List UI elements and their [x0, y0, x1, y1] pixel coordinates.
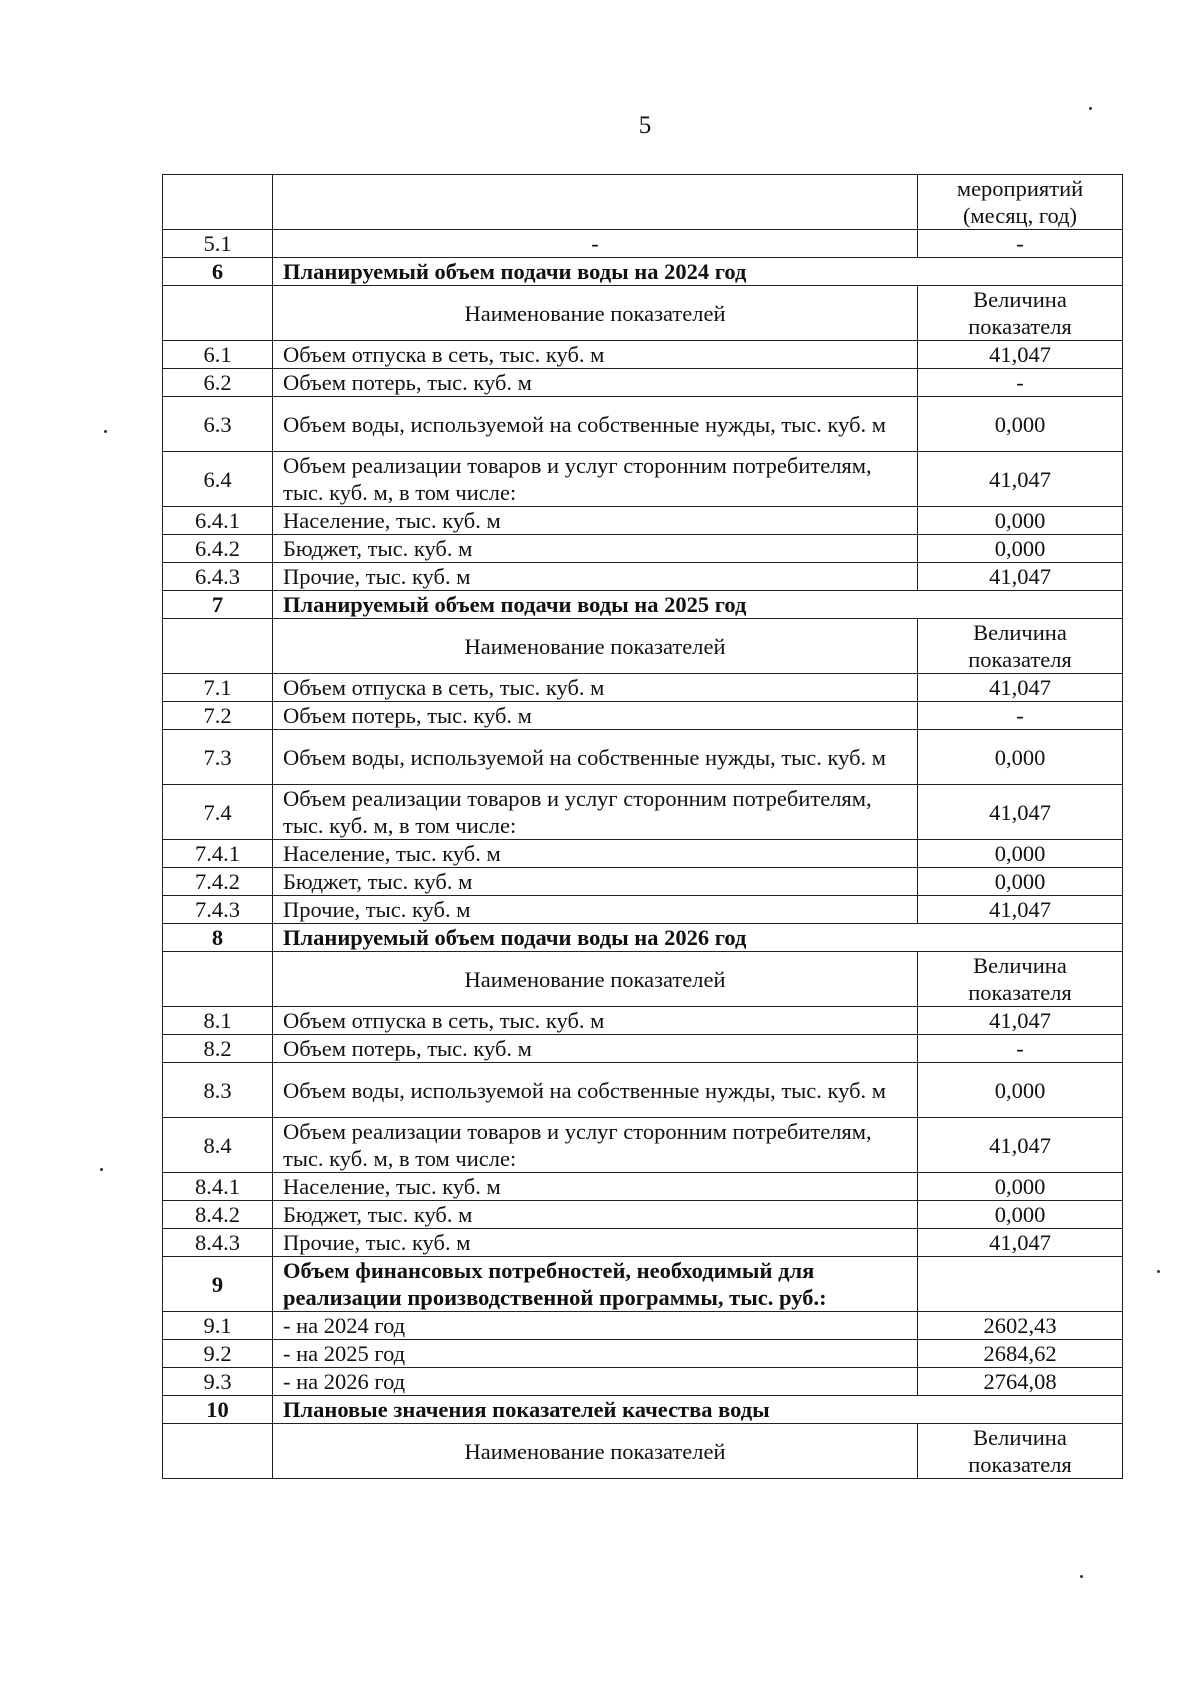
row-number: 9.1 — [163, 1312, 273, 1340]
row-name: - на 2025 год — [273, 1340, 918, 1368]
row-name: Бюджет, тыс. куб. м — [273, 868, 918, 896]
section-number: 8 — [163, 924, 273, 952]
name-header: Наименование показателей — [273, 952, 918, 1007]
table-row — [163, 1035, 1123, 1063]
table-row — [163, 1368, 1123, 1396]
row-value: 2684,62 — [918, 1340, 1123, 1368]
row-number: 6.1 — [163, 341, 273, 369]
table-row — [163, 397, 1123, 452]
scan-speck — [1080, 1575, 1083, 1578]
row-name: Объем воды, используемой на собственные нужды, тыс. куб. м — [273, 730, 918, 785]
row-number: 9.3 — [163, 1368, 273, 1396]
section-title: Планируемый объем подачи воды на 2025 год — [273, 591, 1123, 619]
table-row — [163, 1312, 1123, 1340]
section-title-row — [163, 258, 1123, 286]
num-cell — [163, 952, 273, 1007]
row-number: 6.2 — [163, 369, 273, 397]
section-number: 6 — [163, 258, 273, 286]
row-name: Бюджет, тыс. куб. м — [273, 1201, 918, 1229]
row-name: Объем отпуска в сеть, тыс. куб. м — [273, 1007, 918, 1035]
row-name: Объем воды, используемой на собственные нужды, тыс. куб. м — [273, 397, 918, 452]
section-number: 9 — [163, 1257, 273, 1312]
row-value: 41,047 — [918, 674, 1123, 702]
table-row — [163, 1063, 1123, 1118]
row-number: 8.4.3 — [163, 1229, 273, 1257]
row-number: 8.2 — [163, 1035, 273, 1063]
table-row — [163, 507, 1123, 535]
row-name: Объем реализации товаров и услуг сторонним потребителям, тыс. куб. м, в том числе: — [273, 785, 918, 840]
name-header: Наименование показателей — [273, 286, 918, 341]
table-row — [163, 230, 1123, 258]
page-number: 5 — [638, 112, 652, 139]
row-number: 7.3 — [163, 730, 273, 785]
section-title: Объем финансовых потребностей, необходимый для реализации производственной программы, тыс. руб.: — [273, 1257, 918, 1312]
row-value: 0,000 — [918, 1201, 1123, 1229]
table-row — [163, 535, 1123, 563]
table-row — [163, 1340, 1123, 1368]
value-header: Величина показателя — [918, 619, 1123, 674]
value-header: Величина показателя — [918, 1424, 1123, 1479]
row-number: 7.4.2 — [163, 868, 273, 896]
row-name: Объем реализации товаров и услуг сторонним потребителям, тыс. куб. м, в том числе: — [273, 1118, 918, 1173]
row-name: Объем отпуска в сеть, тыс. куб. м — [273, 341, 918, 369]
row-number: 8.4.1 — [163, 1173, 273, 1201]
table-row — [163, 702, 1123, 730]
row-number: 7.1 — [163, 674, 273, 702]
column-header-row — [163, 1424, 1123, 1479]
row-value: 0,000 — [918, 1173, 1123, 1201]
row-value: 41,047 — [918, 563, 1123, 591]
row-value: 2764,08 — [918, 1368, 1123, 1396]
name-header: Наименование показателей — [273, 1424, 918, 1479]
row-name: Население, тыс. куб. м — [273, 1173, 918, 1201]
table-row — [163, 674, 1123, 702]
row-name: - на 2024 год — [273, 1312, 918, 1340]
row-number: 6.4 — [163, 452, 273, 507]
row-value: 41,047 — [918, 341, 1123, 369]
section-title: Плановые значения показателей качества воды — [273, 1396, 1123, 1424]
section-number: 10 — [163, 1396, 273, 1424]
row-name: Прочие, тыс. куб. м — [273, 896, 918, 924]
value-header: Величина показателя — [918, 952, 1123, 1007]
row-number: 8.1 — [163, 1007, 273, 1035]
section-title: Планируемый объем подачи воды на 2024 год — [273, 258, 1123, 286]
row-number: 6.4.1 — [163, 507, 273, 535]
row-number: 7.4.3 — [163, 896, 273, 924]
row-number: 7.4.1 — [163, 840, 273, 868]
table-row — [163, 896, 1123, 924]
row-name: Население, тыс. куб. м — [273, 507, 918, 535]
row-value: 41,047 — [918, 1118, 1123, 1173]
value-cell — [918, 1257, 1123, 1312]
table-row — [163, 1007, 1123, 1035]
row-value: 0,000 — [918, 1063, 1123, 1118]
name-cell — [273, 175, 918, 230]
row-value: 0,000 — [918, 535, 1123, 563]
table-row — [163, 1229, 1123, 1257]
row-name: Объем воды, используемой на собственные нужды, тыс. куб. м — [273, 1063, 918, 1118]
value-header: Величина показателя — [918, 286, 1123, 341]
row-value: 0,000 — [918, 840, 1123, 868]
row-name: Объем потерь, тыс. куб. м — [273, 1035, 918, 1063]
row-value: - — [918, 369, 1123, 397]
continuation-header-row — [163, 175, 1123, 230]
column-header-row — [163, 286, 1123, 341]
section-title: Планируемый объем подачи воды на 2026 год — [273, 924, 1123, 952]
row-name: Объем реализации товаров и услуг сторонним потребителям, тыс. куб. м, в том числе: — [273, 452, 918, 507]
section-title-row — [163, 924, 1123, 952]
row-value: - — [918, 702, 1123, 730]
scan-speck — [1157, 1270, 1160, 1273]
row-value: 0,000 — [918, 730, 1123, 785]
scan-speck — [104, 430, 107, 433]
row-value: - — [918, 1035, 1123, 1063]
table-row — [163, 1201, 1123, 1229]
row-name: Объем потерь, тыс. куб. м — [273, 369, 918, 397]
row-number: 9.2 — [163, 1340, 273, 1368]
production-program-table — [162, 174, 1123, 1479]
row-name: Объем отпуска в сеть, тыс. куб. м — [273, 674, 918, 702]
num-cell — [163, 1424, 273, 1479]
row-number: 8.4.2 — [163, 1201, 273, 1229]
row-value: 41,047 — [918, 1229, 1123, 1257]
num-cell — [163, 286, 273, 341]
row-name: Население, тыс. куб. м — [273, 840, 918, 868]
row-value: 2602,43 — [918, 1312, 1123, 1340]
row-name: Прочие, тыс. куб. м — [273, 1229, 918, 1257]
row-number: 7.2 — [163, 702, 273, 730]
section-title-row — [163, 1257, 1123, 1312]
table-row — [163, 563, 1123, 591]
row-name: Прочие, тыс. куб. м — [273, 563, 918, 591]
name-header: Наименование показателей — [273, 619, 918, 674]
scan-speck — [100, 1168, 103, 1171]
row-value: 0,000 — [918, 397, 1123, 452]
row-number: 6.4.2 — [163, 535, 273, 563]
num-cell — [163, 175, 273, 230]
table-row — [163, 785, 1123, 840]
row-name: Объем потерь, тыс. куб. м — [273, 702, 918, 730]
table-row — [163, 369, 1123, 397]
row-value: 0,000 — [918, 507, 1123, 535]
row-value: 0,000 — [918, 868, 1123, 896]
row-number: 7.4 — [163, 785, 273, 840]
row-value: 41,047 — [918, 896, 1123, 924]
table-row — [163, 341, 1123, 369]
row-value: 41,047 — [918, 452, 1123, 507]
table-row — [163, 868, 1123, 896]
table-row — [163, 452, 1123, 507]
table-row — [163, 1173, 1123, 1201]
row-name: - — [273, 230, 918, 258]
num-cell — [163, 619, 273, 674]
section-title-row — [163, 1396, 1123, 1424]
value-header-cell: мероприятий (месяц, год) — [918, 175, 1123, 230]
row-name: Бюджет, тыс. куб. м — [273, 535, 918, 563]
section-number: 7 — [163, 591, 273, 619]
column-header-row — [163, 952, 1123, 1007]
table-row — [163, 840, 1123, 868]
scan-speck — [1089, 107, 1092, 110]
row-name: - на 2026 год — [273, 1368, 918, 1396]
section-title-row — [163, 591, 1123, 619]
row-value: - — [918, 230, 1123, 258]
row-number: 5.1 — [163, 230, 273, 258]
column-header-row — [163, 619, 1123, 674]
row-value: 41,047 — [918, 1007, 1123, 1035]
row-value: 41,047 — [918, 785, 1123, 840]
table-row — [163, 730, 1123, 785]
row-number: 8.4 — [163, 1118, 273, 1173]
row-number: 8.3 — [163, 1063, 273, 1118]
row-number: 6.3 — [163, 397, 273, 452]
table-row — [163, 1118, 1123, 1173]
row-number: 6.4.3 — [163, 563, 273, 591]
